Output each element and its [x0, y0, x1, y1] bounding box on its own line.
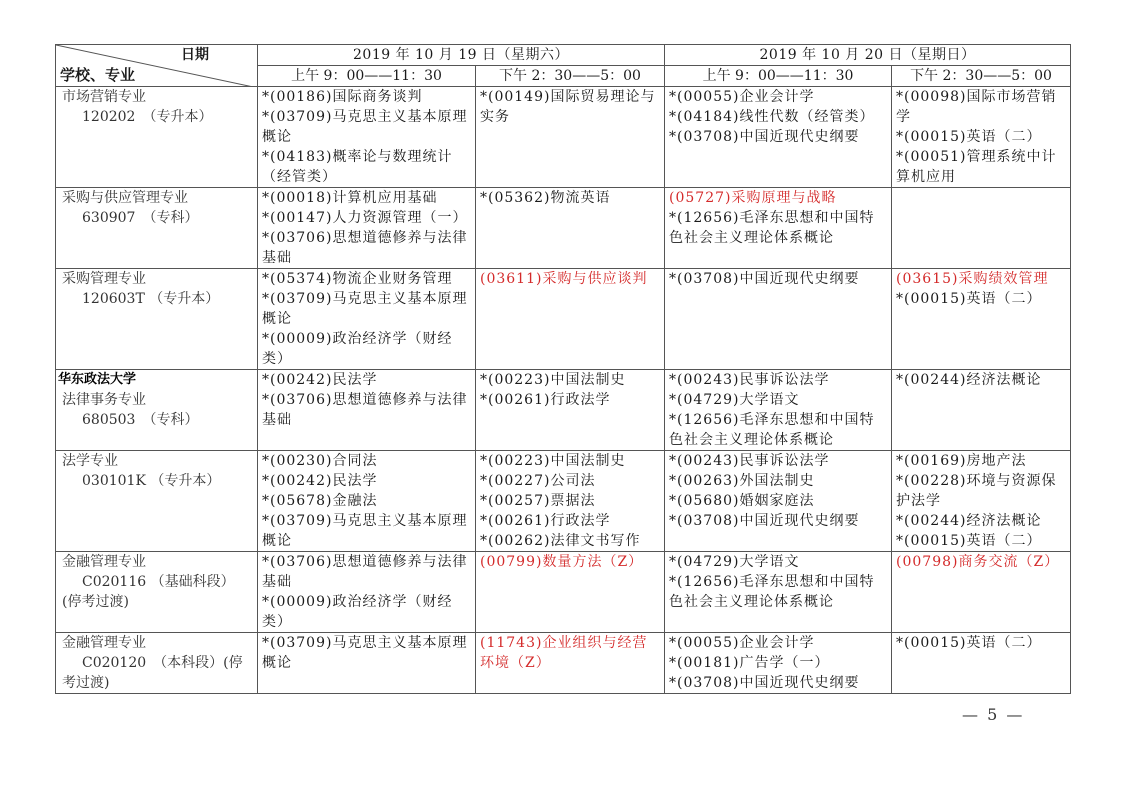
subject-entry: *(00228)环境与资源保护法学 [896, 473, 1057, 509]
table-row [56, 451, 1071, 552]
exam-slot-cell [258, 633, 476, 694]
table-row [56, 370, 1071, 451]
major-code: 030101K （专升本） [82, 473, 221, 489]
subject-entry: *(03709)马克思主义基本原理概论 [262, 291, 468, 327]
exam-schedule-table [55, 44, 1071, 694]
major-name: 采购与供应管理专业 [62, 190, 188, 206]
exam-slot-cell [665, 370, 892, 451]
exam-slot-cell [258, 87, 476, 188]
subject-entry: *(03708)中国近现代史纲要 [669, 271, 860, 287]
school-major-cell [56, 370, 258, 451]
subject-entry-highlighted: (03615)采购绩效管理 [896, 271, 1049, 287]
subject-entry: *(00186)国际商务谈判 [262, 89, 423, 105]
exam-slot-cell [892, 370, 1071, 451]
exam-slot-cell [476, 552, 665, 633]
subject-entry: *(00015)英语（二） [896, 635, 1042, 651]
major-code: 120202 （专升本） [82, 109, 213, 125]
subject-entry: *(03709)马克思主义基本原理概论 [262, 635, 468, 671]
exam-slot-cell [476, 633, 665, 694]
subject-entry: *(03709)马克思主义基本原理概论 [262, 513, 468, 549]
school-major-cell [56, 188, 258, 269]
exam-slot-cell [665, 188, 892, 269]
subject-entry: *(00227)公司法 [480, 473, 596, 489]
exam-slot-cell [476, 370, 665, 451]
exam-slot-cell [476, 451, 665, 552]
school-major-cell [56, 269, 258, 370]
exam-slot-cell [892, 188, 1071, 269]
major-name: 金融管理专业 [62, 554, 146, 570]
subject-entry: *(04183)概率论与数理统计（经管类） [262, 149, 453, 185]
exam-slot-cell [258, 269, 476, 370]
subject-entry: *(03706)思想道德修养与法律基础 [262, 230, 468, 266]
subject-entry: *(00261)行政法学 [480, 392, 611, 408]
table-row [56, 188, 1071, 269]
exam-slot-cell [665, 451, 892, 552]
subject-entry: *(03706)思想道德修养与法律基础 [262, 554, 468, 590]
header-date-row [56, 45, 1071, 66]
subject-entry: *(00051)管理系统中计算机应用 [896, 149, 1057, 185]
subject-entry: *(00261)行政法学 [480, 513, 611, 529]
exam-slot-cell [258, 552, 476, 633]
subject-entry: *(00055)企业会计学 [669, 635, 815, 651]
time-header-sun-pm: 下午 2：30——5：00 [892, 66, 1071, 87]
subject-entry: *(00242)民法学 [262, 372, 378, 388]
subject-entry-highlighted: (00799)数量方法（Z） [480, 554, 644, 570]
subject-entry: *(00257)票据法 [480, 493, 596, 509]
corner-header [56, 45, 258, 87]
subject-entry-highlighted: (03611)采购与供应谈判 [480, 271, 648, 287]
subject-entry: *(00181)广告学（一） [669, 655, 830, 671]
date-header-oct19: 2019 年 10 月 19 日（星期六） [258, 45, 665, 66]
subject-entry: *(00223)中国法制史 [480, 372, 626, 388]
table-row [56, 552, 1071, 633]
exam-slot-cell [892, 552, 1071, 633]
school-major-cell [56, 87, 258, 188]
major-code: C020116 （基础科段）(停考过渡) [62, 574, 235, 610]
subject-entry-highlighted: (00798)商务交流（Z） [896, 554, 1060, 570]
school-major-cell [56, 552, 258, 633]
major-name: 法律事务专业 [62, 392, 146, 408]
subject-entry: *(00169)房地产法 [896, 453, 1027, 469]
page-number: — 5 — [962, 705, 1025, 724]
major-code: C020120 （本科段）(停考过渡) [62, 655, 243, 691]
school-major-cell [56, 451, 258, 552]
subject-entry: *(00098)国际市场营销学 [896, 89, 1057, 125]
subject-entry: *(04729)大学语文 [669, 554, 800, 570]
subject-entry: *(00009)政治经济学（财经类） [262, 331, 453, 367]
major-name: 市场营销专业 [62, 89, 146, 105]
exam-slot-cell [892, 87, 1071, 188]
exam-slot-cell [258, 370, 476, 451]
university-name: 华东政法大学 [58, 372, 137, 387]
table-row [56, 633, 1071, 694]
exam-slot-cell [665, 269, 892, 370]
subject-entry: *(05678)金融法 [262, 493, 378, 509]
exam-slot-cell [476, 269, 665, 370]
school-major-cell [56, 633, 258, 694]
subject-entry: *(12656)毛泽东思想和中国特色社会主义理论体系概论 [669, 210, 875, 246]
time-header-sun-am: 上午 9：00——11：30 [665, 66, 892, 87]
exam-slot-cell [476, 87, 665, 188]
corner-school-label: 学校、专业 [60, 66, 136, 84]
subject-entry: *(00243)民事诉讼法学 [669, 372, 830, 388]
subject-entry: *(00015)英语（二） [896, 533, 1042, 549]
major-code: 680503 （专科） [82, 412, 199, 428]
exam-slot-cell [892, 451, 1071, 552]
subject-entry: *(03709)马克思主义基本原理概论 [262, 109, 468, 145]
date-header-oct20: 2019 年 10 月 20 日（星期日） [665, 45, 1071, 66]
exam-slot-cell [665, 87, 892, 188]
subject-entry: *(00055)企业会计学 [669, 89, 815, 105]
table-row [56, 269, 1071, 370]
subject-entry: *(12656)毛泽东思想和中国特色社会主义理论体系概论 [669, 574, 875, 610]
subject-entry: *(00244)经济法概论 [896, 513, 1042, 529]
subject-entry: *(05362)物流英语 [480, 190, 611, 206]
exam-slot-cell [892, 269, 1071, 370]
major-code: 120603T （专升本） [82, 291, 220, 307]
subject-entry: *(00015)英语（二） [896, 129, 1042, 145]
major-code: 630907 （专科） [82, 210, 199, 226]
exam-slot-cell [258, 451, 476, 552]
major-name: 法学专业 [62, 453, 118, 469]
subject-entry: *(00242)民法学 [262, 473, 378, 489]
time-header-sat-am: 上午 9：00——11：30 [258, 66, 476, 87]
schedule-body [56, 87, 1071, 694]
exam-slot-cell [665, 633, 892, 694]
subject-entry: *(00244)经济法概论 [896, 372, 1042, 388]
exam-slot-cell [665, 552, 892, 633]
subject-entry: *(12656)毛泽东思想和中国特色社会主义理论体系概论 [669, 412, 875, 448]
subject-entry: *(03706)思想道德修养与法律基础 [262, 392, 468, 428]
subject-entry: *(00147)人力资源管理（一） [262, 210, 468, 226]
major-name: 采购管理专业 [62, 271, 146, 287]
subject-entry: *(00243)民事诉讼法学 [669, 453, 830, 469]
exam-slot-cell [892, 633, 1071, 694]
table-row [56, 87, 1071, 188]
subject-entry: *(05374)物流企业财务管理 [262, 271, 453, 287]
exam-slot-cell [476, 188, 665, 269]
subject-entry: *(03708)中国近现代史纲要 [669, 129, 860, 145]
subject-entry: *(00262)法律文书写作 [480, 533, 641, 549]
subject-entry: *(04184)线性代数（经管类） [669, 109, 875, 125]
subject-entry: *(04729)大学语文 [669, 392, 800, 408]
subject-entry: *(00015)英语（二） [896, 291, 1042, 307]
subject-entry: *(00009)政治经济学（财经类） [262, 594, 453, 630]
subject-entry: *(03708)中国近现代史纲要 [669, 675, 860, 691]
subject-entry-highlighted: (05727)采购原理与战略 [669, 190, 837, 206]
subject-entry: *(05680)婚姻家庭法 [669, 493, 815, 509]
subject-entry: *(00263)外国法制史 [669, 473, 815, 489]
subject-entry: *(00230)合同法 [262, 453, 378, 469]
subject-entry: *(00149)国际贸易理论与实务 [480, 89, 656, 125]
subject-entry: *(00018)计算机应用基础 [262, 190, 438, 206]
subject-entry: *(00223)中国法制史 [480, 453, 626, 469]
time-header-sat-pm: 下午 2：30——5：00 [476, 66, 665, 87]
major-name: 金融管理专业 [62, 635, 146, 651]
corner-date-label: 日期 [181, 47, 209, 63]
subject-entry-highlighted: (11743)企业组织与经营环境（Z） [480, 635, 648, 671]
subject-entry: *(03708)中国近现代史纲要 [669, 513, 860, 529]
exam-slot-cell [258, 188, 476, 269]
